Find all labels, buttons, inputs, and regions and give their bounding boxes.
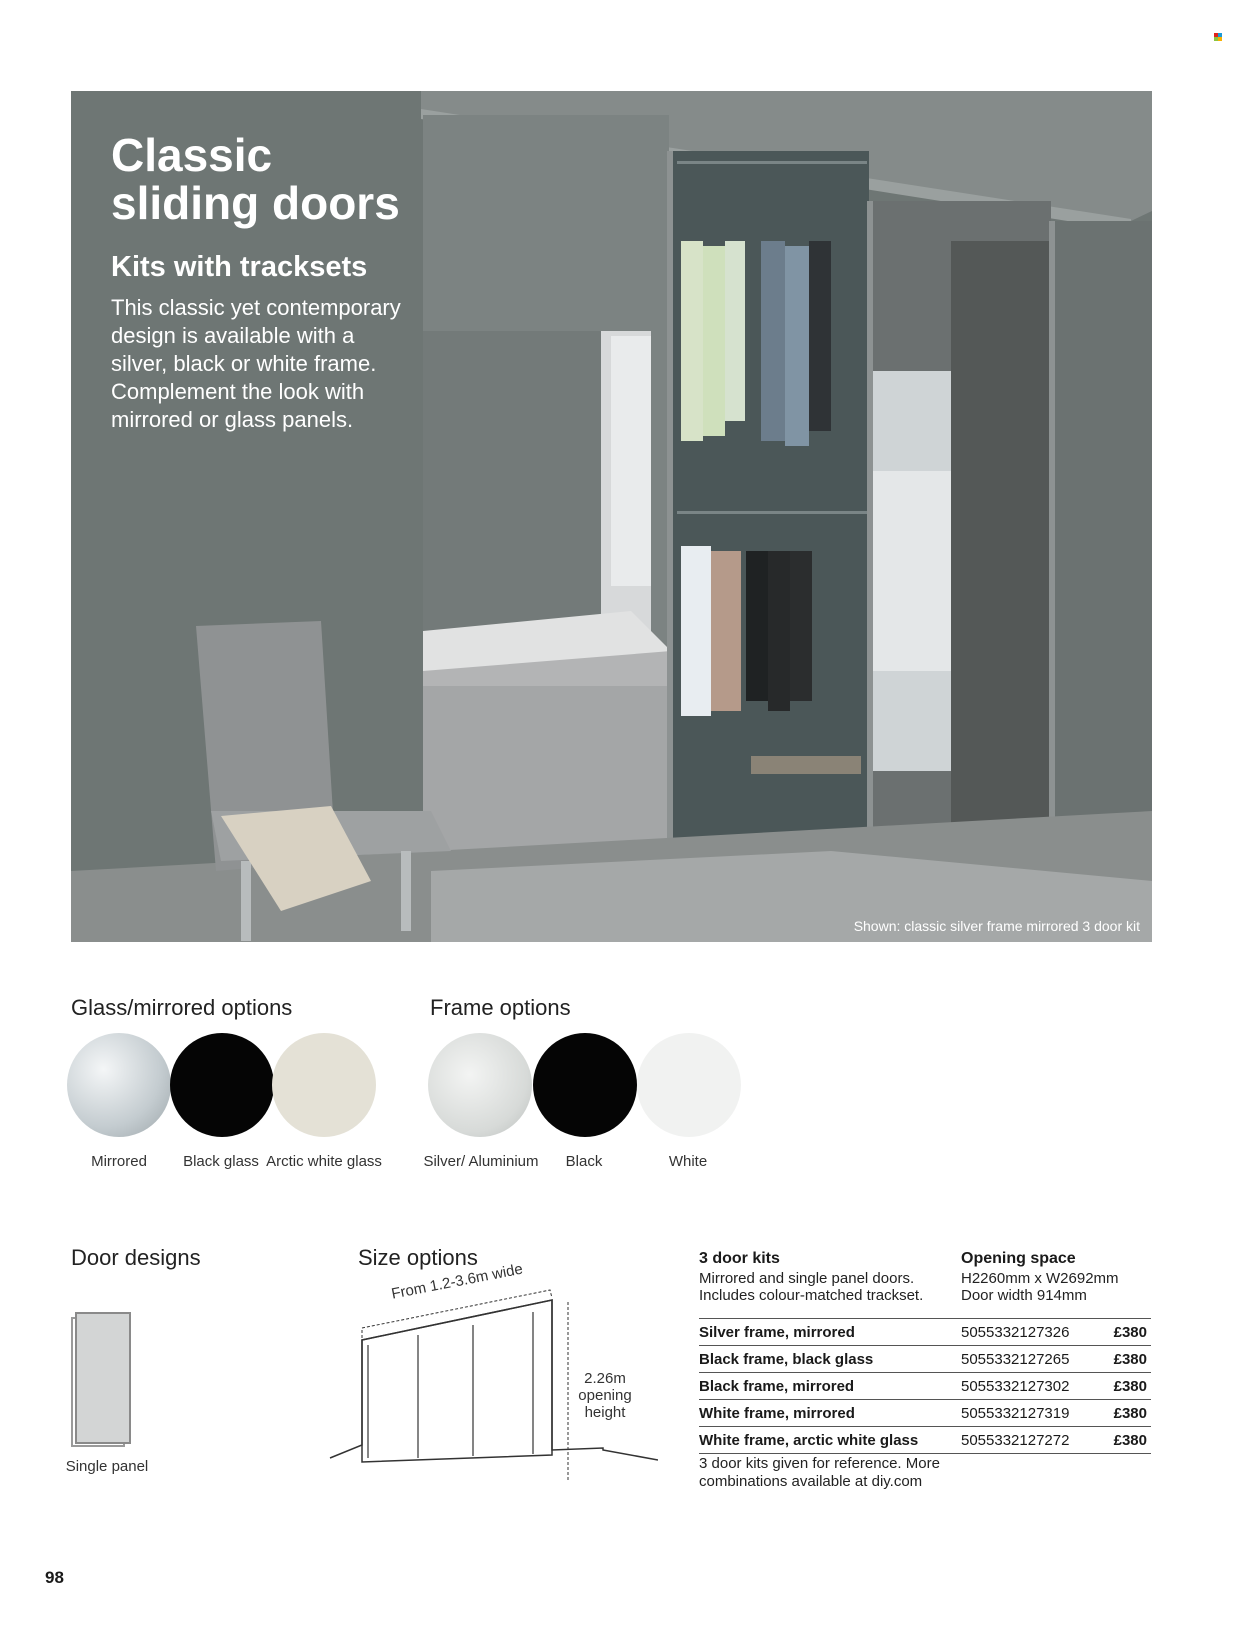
- table-row[interactable]: [699, 1318, 1151, 1345]
- kit-price: £380: [1113, 1351, 1147, 1368]
- table-row[interactable]: [699, 1345, 1151, 1372]
- swatch-arctic-white-glass[interactable]: [272, 1033, 376, 1137]
- col-desc-opening-space: H2260mm x W2692mm Door width 914mm: [961, 1270, 1119, 1304]
- kits-table-note: 3 door kits given for reference. More combinations available at diy.com: [699, 1455, 940, 1490]
- kit-price: £380: [1113, 1432, 1147, 1449]
- kit-name: Black frame, mirrored: [699, 1378, 855, 1395]
- hero-subtitle: Kits with tracksets: [111, 251, 368, 283]
- size-width-label: From 1.2-3.6m wide: [390, 1260, 525, 1303]
- swatch-label-black-glass: Black glass: [183, 1153, 259, 1170]
- kit-name: Black frame, black glass: [699, 1351, 874, 1368]
- swatch-silver-aluminium[interactable]: [428, 1033, 532, 1137]
- swatch-label-silver-aluminium: Silver/ Aluminium: [423, 1153, 539, 1170]
- glass-options-title: Glass/mirrored options: [71, 995, 293, 1020]
- swatch-black-glass[interactable]: [170, 1033, 274, 1137]
- single-panel-door-icon[interactable]: [70, 1310, 132, 1450]
- swatch-label-mirrored: Mirrored: [91, 1153, 147, 1170]
- hero-caption: Shown: classic silver frame mirrored 3 door kit: [853, 918, 1140, 934]
- col-header-3-door-kits: 3 door kits: [699, 1250, 780, 1267]
- kit-name: Silver frame, mirrored: [699, 1324, 855, 1341]
- col-header-opening-space: Opening space: [961, 1250, 1076, 1267]
- door-designs-title: Door designs: [71, 1245, 201, 1270]
- kit-code: 5055332127302: [961, 1378, 1070, 1395]
- hero-body-text: This classic yet contemporary design is available with a silver, black or white frame. Complement the look with mirrored or glass panels.: [111, 295, 401, 432]
- kit-code: 5055332127272: [961, 1432, 1070, 1449]
- kit-price: £380: [1113, 1378, 1147, 1395]
- frame-options-title: Frame options: [430, 995, 571, 1020]
- size-height-label: 2.26m opening height: [578, 1370, 632, 1421]
- swatch-mirrored[interactable]: [67, 1033, 171, 1137]
- table-row[interactable]: [699, 1399, 1151, 1426]
- kit-name: White frame, mirrored: [699, 1405, 855, 1422]
- hero-title: Classic sliding doors: [111, 129, 400, 229]
- swatch-black-frame[interactable]: [533, 1033, 637, 1137]
- door-design-label-single-panel: Single panel: [65, 1458, 149, 1475]
- swatch-white-frame[interactable]: [637, 1033, 741, 1137]
- kits-table: [699, 1250, 1151, 1454]
- hero-image: [71, 91, 1152, 942]
- kit-code: 5055332127319: [961, 1405, 1070, 1422]
- table-row[interactable]: [699, 1426, 1151, 1454]
- kits-table-header: [699, 1250, 1151, 1318]
- kit-code: 5055332127326: [961, 1324, 1070, 1341]
- kit-name: White frame, arctic white glass: [699, 1432, 919, 1449]
- swatch-label-white-frame: White: [668, 1153, 708, 1170]
- table-row[interactable]: [699, 1372, 1151, 1399]
- size-options-title: Size options: [358, 1245, 478, 1270]
- kit-code: 5055332127265: [961, 1351, 1070, 1368]
- col-desc-3-door-kits: Mirrored and single panel doors. Includes colour-matched trackset.: [699, 1270, 924, 1304]
- kit-price: £380: [1113, 1405, 1147, 1422]
- kit-price: £380: [1113, 1324, 1147, 1341]
- brand-logo-icon: [1214, 33, 1222, 41]
- swatch-label-arctic-white-glass: Arctic white glass: [266, 1153, 382, 1170]
- swatch-label-black-frame: Black: [565, 1153, 603, 1170]
- page-number: 98: [45, 1568, 64, 1587]
